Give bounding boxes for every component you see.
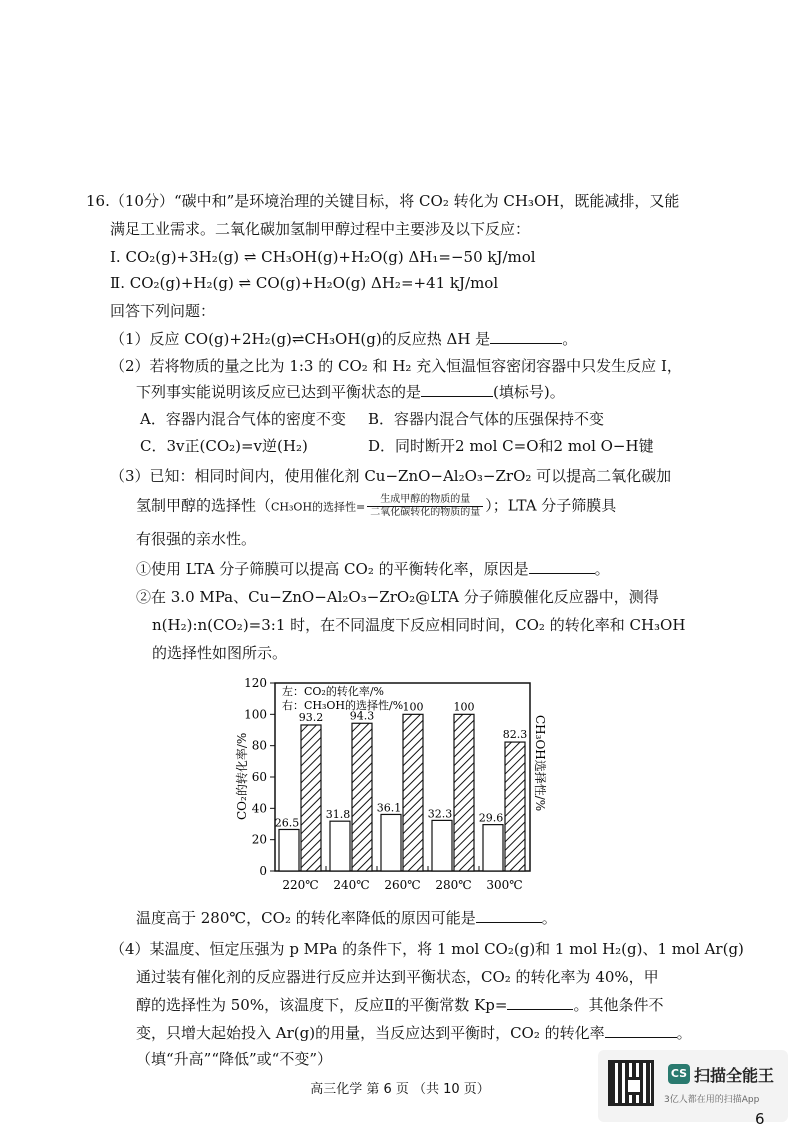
methanol-selectivity-label: 100	[453, 700, 475, 714]
co2-conversion-bar	[279, 829, 299, 871]
option-c: C．3v正(CO₂)=v逆(H₂)	[140, 437, 308, 455]
question-line-1: 16.（10分）“碳中和”是环境治理的关键目标，将 CO₂ 转化为 CH₃OH，既能减排，又能	[86, 192, 680, 210]
co2-conversion-label: 29.6	[478, 811, 504, 825]
y-tick-label: 40	[251, 801, 267, 816]
kp-end: 。其他条件不	[573, 996, 664, 1014]
x-tick-label: 280℃	[435, 878, 472, 892]
page-footer: 高三化学 第 6 页 （共 10 页）	[310, 1082, 490, 1097]
sub-question-4-line-2: 通过装有催化剂的反应器进行反应并达到平衡状态，CO₂ 的转化率为 40%，甲	[136, 968, 659, 986]
sub-question-2-end: (填标号)。	[493, 383, 565, 401]
co2-conversion-label: 31.8	[325, 808, 351, 822]
temperature-text: 温度高于 280℃，CO₂ 的转化率降低的原因可能是	[136, 909, 476, 927]
sub-question-4-hint: （填“升高”“降低”或“不变”）	[136, 1050, 333, 1068]
sub-question-3-part-2-line-3: 的选择性如图所示。	[152, 644, 288, 662]
selectivity-outro: ）；LTA 分子筛膜具	[485, 496, 617, 515]
sub-question-3-line-3: 有很强的亲水性。	[136, 530, 257, 548]
answer-blank-5[interactable]	[507, 995, 573, 1010]
answer-blank-3[interactable]	[529, 559, 595, 574]
sub-question-3-part-2-line-1: ②在 3.0 MPa、Cu−ZnO−Al₂O₃−ZrO₂@LTA 分子筛膜催化反应器中，测得	[136, 588, 659, 606]
sub-question-2-line-2	[136, 381, 565, 403]
co2-conversion-label: 32.3	[427, 807, 453, 821]
qr-center	[625, 1077, 643, 1095]
methanol-selectivity-bar	[352, 723, 372, 871]
reaction-2: Ⅱ. CO₂(g)+H₂(g) ⇌ CO(g)+H₂O(g) ΔH₂=+41 kJ/mol	[110, 274, 499, 292]
co2-conversion-bar	[432, 820, 452, 871]
sub-question-4-line-3	[136, 994, 663, 1016]
watermark-title: 扫描全能王	[694, 1066, 775, 1085]
part-1-end: 。	[594, 560, 610, 578]
methanol-selectivity-bar	[403, 714, 423, 871]
sub-question-1-end: 。	[562, 330, 578, 348]
bars	[275, 700, 528, 871]
bar-chart	[230, 675, 560, 900]
answer-blank-4[interactable]	[476, 908, 542, 923]
temperature-end: 。	[541, 909, 557, 927]
methanol-selectivity-label: 100	[402, 700, 424, 714]
part-1-text: ①使用 LTA 分子筛膜可以提高 CO₂ 的平衡转化率，原因是	[136, 560, 529, 578]
selectivity-fraction	[367, 494, 483, 519]
x-tick-label: 300℃	[486, 878, 523, 892]
co2-conversion-label: 36.1	[376, 801, 402, 815]
sub-question-1-text: （1）反应 CO(g)+2H₂(g)⇌CH₃OH(g)的反应热 ΔH 是	[110, 330, 491, 348]
watermark-subtitle: 3亿人都在用的扫描App	[664, 1095, 760, 1105]
sub-question-3-line-1: （3）已知：相同时间内，使用催化剂 Cu−ZnO−Al₂O₃−ZrO₂ 可以提高二氧化碳加	[110, 467, 672, 485]
qr-code-icon	[608, 1060, 654, 1106]
page-number: 6	[755, 1110, 765, 1128]
selectivity-intro: 氢制甲醇的选择性（	[136, 496, 272, 515]
kp-text: 醇的选择性为 50%，该温度下，反应Ⅱ的平衡常数 Kp=	[136, 996, 508, 1014]
reaction-1: I. CO₂(g)+3H₂(g) ⇌ CH₃OH(g)+H₂O(g) ΔH₁=−50 kJ/mol	[110, 248, 536, 266]
answer-prompt: 回答下列问题：	[110, 302, 216, 320]
methanol-selectivity-bar	[454, 714, 474, 871]
y-axis-label-left: CO₂的转化率/%	[235, 732, 249, 820]
conversion-text: 变，只增大起始投入 Ar(g)的用量，当反应达到平衡时，CO₂ 的转化率	[136, 1024, 605, 1042]
x-tick-label: 240℃	[333, 878, 370, 892]
co2-conversion-bar	[381, 814, 401, 871]
temperature-question	[136, 907, 557, 929]
sub-question-2-text: 下列事实能说明该反应已达到平衡状态的是	[136, 383, 422, 401]
x-tick-label: 220℃	[282, 878, 319, 892]
answer-blank-2[interactable]	[421, 382, 493, 397]
sub-question-3-part-1	[136, 558, 610, 580]
y-tick-label: 60	[251, 770, 267, 784]
fraction-denominator: 二氧化碳转化的物质的量	[370, 507, 481, 518]
camscanner-logo-icon: CS	[668, 1064, 690, 1084]
y-tick-label: 80	[251, 738, 267, 753]
sub-question-3-part-2-line-2: n(H₂):n(CO₂)=3:1 时，在不同温度下反应相同时间，CO₂ 的转化率和 CH₃OH	[152, 616, 686, 634]
sub-question-2-line-1: （2）若将物质的量之比为 1:3 的 CO₂ 和 H₂ 充入恒温恒容密闭容器中只发生反应 I，	[110, 357, 682, 375]
y-tick-label: 0	[259, 864, 267, 878]
fraction-numerator: 生成甲醇的物质的量	[367, 494, 483, 507]
legend-right: 右：CH₃OH的选择性/%	[282, 699, 404, 712]
methanol-selectivity-label: 93.2	[298, 710, 324, 724]
legend-left: 左：CO₂的转化率/%	[282, 685, 385, 698]
option-a: A．容器内混合气体的密度不变	[140, 410, 346, 428]
option-b: B．容器内混合气体的压强保持不变	[368, 410, 605, 428]
answer-blank-6[interactable]	[605, 1023, 677, 1038]
sub-question-3-line-2	[136, 494, 616, 524]
conversion-end: 。	[676, 1024, 692, 1042]
methanol-selectivity-label: 82.3	[502, 728, 528, 742]
selectivity-label: CH₃OH的选择性=	[271, 500, 366, 514]
sub-question-4-line-1: （4）某温度、恒定压强为 p MPa 的条件下，将 1 mol CO₂(g)和 1 mol H₂(g)、1 mol Ar(g)	[110, 940, 744, 958]
methanol-selectivity-bar	[505, 742, 525, 871]
x-tick-label: 260℃	[384, 878, 421, 892]
y-tick-label: 20	[251, 832, 267, 847]
methanol-selectivity-bar	[301, 725, 321, 871]
co2-conversion-bar	[330, 821, 350, 871]
sub-question-1	[110, 328, 577, 350]
option-d: D．同时断开2 mol C=O和2 mol O−H键	[368, 437, 654, 455]
co2-conversion-bar	[483, 825, 503, 871]
answer-blank-1[interactable]	[490, 329, 562, 344]
y-tick-label: 100	[244, 707, 267, 722]
y-axis-label-right: CH₃OH选择性/%	[533, 715, 547, 812]
sub-question-4-line-4	[136, 1022, 692, 1044]
question-line-2: 满足工业需求。二氧化碳加氢制甲醇过程中主要涉及以下反应：	[110, 220, 531, 238]
co2-conversion-label: 26.5	[274, 816, 300, 830]
methanol-selectivity-label: 94.3	[349, 709, 375, 723]
y-tick-label: 120	[244, 676, 267, 690]
